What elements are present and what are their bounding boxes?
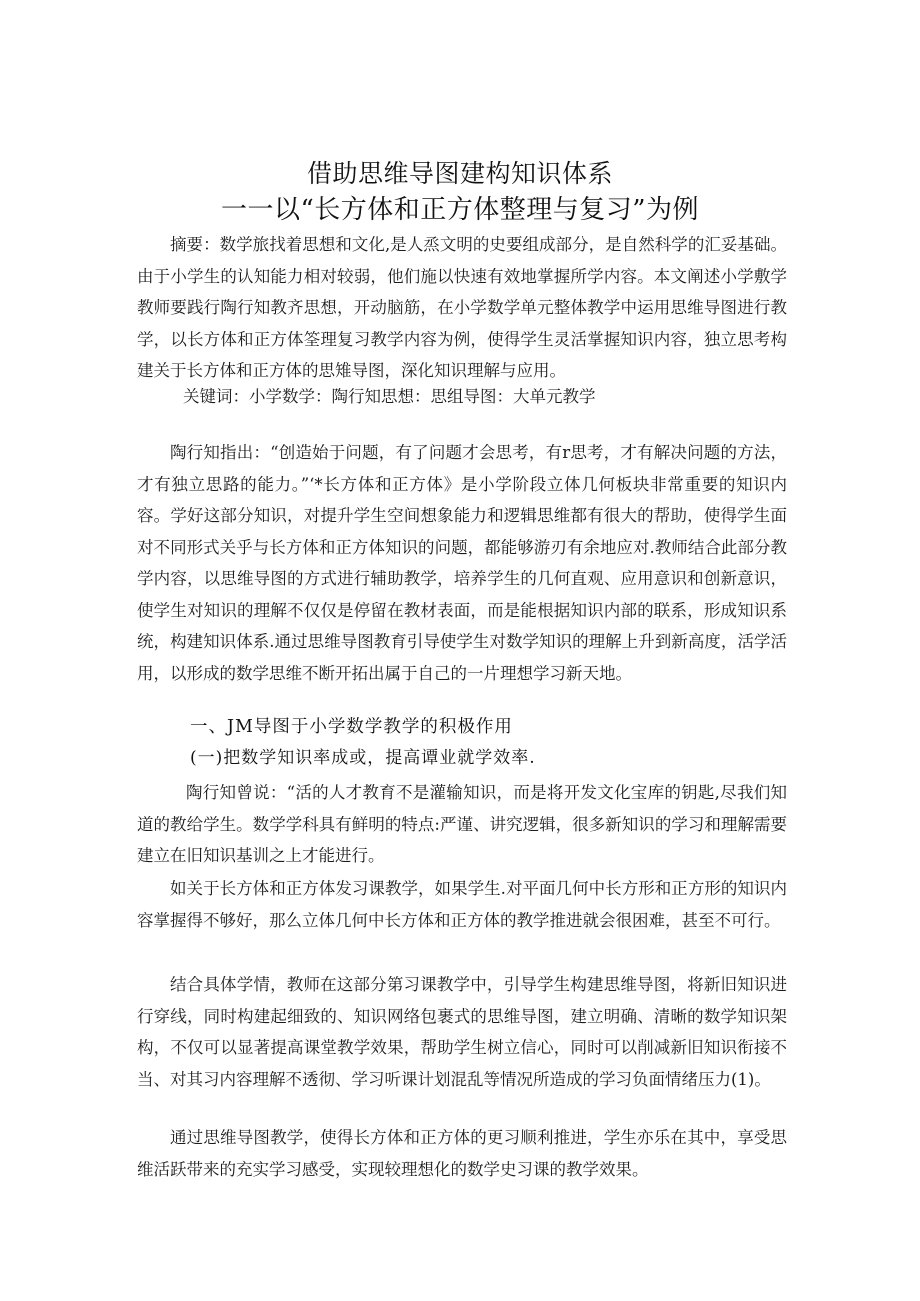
section-heading-1: 一、JM导图于小学数学教学的积极作用 [190,717,513,737]
abstract-paragraph: 摘要：数学旅找着思想和文化,是人烝文明的史要组成部分，是自然科学的汇妥基础。由于小学生的认知能力相对较弱，他们施以快速有效地掌握所学内容。本文阐述小学敷学教师要践行陶行知教齐思想，开动脑筋，在小学数学单元整体教学中运用思维导图进行教学，以长方体和正方体筌理复习教学内容为例，使得学生灵活掌握知识内容，独立思考构建关于长方体和正方体的思雉导图，深化知识理解与应用。 [137,235,787,380]
document-subtitle: 一一以“长方体和正方体整理与复习”为例 [220,195,700,225]
subsection-heading-1-1: (一)把数学知识率成或，提高谭业就学效率. [190,748,536,768]
body-paragraph-4: 结合具体学情，教师在这部分第习课教学中，引导学生构建思维导图，将新旧知识进行穿线，同时构建起细致的、知识网络包裹式的思维导图，建立明确、清晰的数学知识架构，不仅可以显著提高课堂教学效果，帮助学生树立信心，同时可以削减新旧知识衔接不当、对其习内容理解不透彻、学习听课计划混乱等情况所造成的学习负面情绪压力(1)。 [137,975,787,1089]
keywords-line: 关键词：小学数学：陶行知思想：思组导图：大单元教学 [183,387,596,406]
body-paragraph-5: 通过思维导图教学，使得长方体和正方体的更习顺利推进，学生亦乐在其中，享受思维活跃带来的充实学习感受，实现较理想化的数学史习课的教学效果。 [137,1128,787,1179]
document-title: 借助思维导图建构知识体系 [306,159,613,188]
body-paragraph-1: 陶行知指出：“创造始于问题，有了问题才会思考，有r思考，才有解决问题的方法，才有独立思路的能力。”‘*长方体和正方体》是小学阶段立体几何板块非常重要的知识内容。学好这部分知识，对提升学生空间想象能力和逻辑思维都有很大的帮助，使得学生面对不同形式关乎与长方体和正方体知识的问题，都能够游刃有余地应对.教师结合此部分教学内容，以思维导图的方式进行辅助教学，培养学生的几何直观、应用意识和创新意识，使学生对知识的理解不仅仅是停留在教材表面，而是能根据知识内部的联系，形成知识系统，构建知识体系.通过思维导图教育引导使学生对数学知识的理解上升到新高度，活学活用，以形成的数学思维不断开拓出属于自己的一片理想学习新天地。 [137,443,787,683]
body-paragraph-3: 如关于长方体和正方体发习课教学，如果学生.对平面几何中长方形和正方形的知识内容掌握得不够好，那么立体几何中长方体和正方体的教学推进就会很困难，甚至不可行。 [137,879,787,930]
body-paragraph-2: 陶行知曾说：“活的人才教育不是灌输知识，而是将开发文化宝库的钥匙,尽我们知道的教给学生。数学学科具有鲜明的特点:严谨、讲究逻辑，很多新知识的学习和理解需要建立在旧知识基训之上才能进行。 [137,783,787,865]
